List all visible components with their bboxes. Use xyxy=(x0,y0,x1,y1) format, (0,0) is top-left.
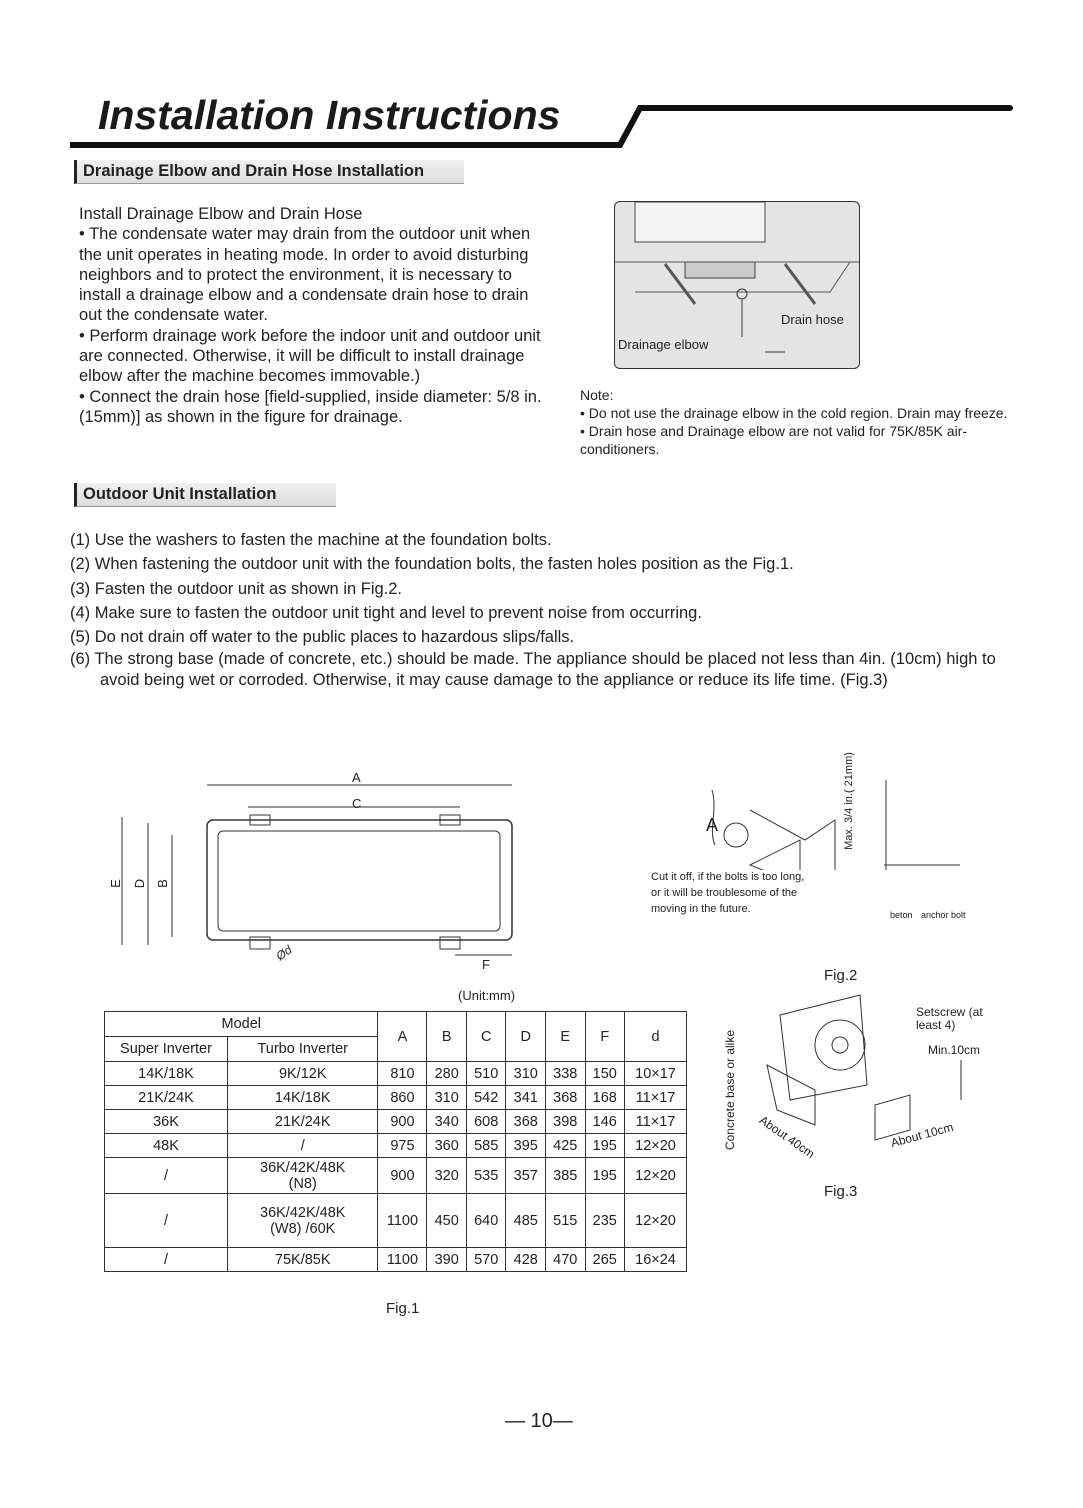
fig2-drawing xyxy=(690,770,980,870)
table-cell: 12×20 xyxy=(625,1194,687,1248)
table-cell: 36K/42K/48K (W8) /60K xyxy=(228,1194,378,1248)
table-cell: 860 xyxy=(378,1086,427,1110)
header-model: Model xyxy=(105,1012,378,1037)
table-cell: 36K xyxy=(105,1110,228,1134)
drainage-bullet: • Connect the drain hose [field-supplied, inside diameter: 5/8 in. (15mm)] as shown in the figure for drainage. xyxy=(79,387,542,426)
table-cell: 385 xyxy=(545,1158,585,1194)
table-cell: 608 xyxy=(466,1110,506,1134)
table-cell: 150 xyxy=(585,1062,625,1086)
header-col: C xyxy=(466,1012,506,1062)
table-cell: 338 xyxy=(545,1062,585,1086)
table-cell: 146 xyxy=(585,1110,625,1134)
table-cell: 21K/24K xyxy=(228,1110,378,1134)
fig3-about10-label: About 10cm xyxy=(889,1119,955,1151)
table-cell: 16×24 xyxy=(625,1248,687,1272)
table-cell: 195 xyxy=(585,1134,625,1158)
note-item: • Do not use the drainage elbow in the cold region. Drain may freeze. xyxy=(580,405,1008,421)
table-row xyxy=(105,1110,687,1134)
table-cell: 1100 xyxy=(378,1194,427,1248)
dim-b-label: B xyxy=(154,879,170,888)
dim-d-hole-label: Ød xyxy=(273,942,295,964)
drainage-bullet: • Perform drainage work before the indoor unit and outdoor unit are connected. Otherwise, it will be difficult to install drainage elbow after the machine becomes immovable.) xyxy=(79,326,541,386)
table-cell: 470 xyxy=(545,1248,585,1272)
table-cell: 425 xyxy=(545,1134,585,1158)
table-cell: 235 xyxy=(585,1194,625,1248)
table-cell: 265 xyxy=(585,1248,625,1272)
table-cell: 428 xyxy=(506,1248,546,1272)
header-super-inverter: Super Inverter xyxy=(105,1037,228,1062)
fig2-caption: Fig.2 xyxy=(824,967,858,984)
table-cell: 368 xyxy=(506,1110,546,1134)
table-cell: 14K/18K xyxy=(105,1062,228,1086)
fig2-anchor-label: anchor bolt xyxy=(921,910,966,920)
table-cell: 900 xyxy=(378,1110,427,1134)
table-cell: 975 xyxy=(378,1134,427,1158)
table-cell: 341 xyxy=(506,1086,546,1110)
note-item: • Drain hose and Drainage elbow are not valid for 75K/85K air-conditioners. xyxy=(580,423,968,457)
table-row xyxy=(105,1062,687,1086)
table-cell: 21K/24K xyxy=(105,1086,228,1110)
table-cell: 398 xyxy=(545,1110,585,1134)
drainage-note xyxy=(580,386,1010,458)
table-cell: 310 xyxy=(427,1086,467,1110)
table-cell: 357 xyxy=(506,1158,546,1194)
table-cell: 48K xyxy=(105,1134,228,1158)
fig2-label-a: A xyxy=(706,815,719,835)
table-cell: 900 xyxy=(378,1158,427,1194)
unit-label: (Unit:mm) xyxy=(458,988,516,1003)
table-cell: 168 xyxy=(585,1086,625,1110)
table-cell: 12×20 xyxy=(625,1134,687,1158)
fig3-setscrew-label: Setscrew (at least 4) xyxy=(916,1005,983,1032)
table-cell: 310 xyxy=(506,1062,546,1086)
table-cell: / xyxy=(105,1158,228,1194)
fig2-max-label: Max. 3/4 in.( 21mm) xyxy=(842,752,855,850)
page-title: Installation Instructions xyxy=(98,92,561,138)
table-cell: 390 xyxy=(427,1248,467,1272)
table-cell: 570 xyxy=(466,1248,506,1272)
table-cell: / xyxy=(105,1194,228,1248)
table-cell: 535 xyxy=(466,1158,506,1194)
header-turbo-inverter: Turbo Inverter xyxy=(228,1037,378,1062)
dim-c-label: C xyxy=(352,796,362,811)
fig3-base-label: Concrete base or alike xyxy=(723,1029,738,1151)
table-cell: 9K/12K xyxy=(228,1062,378,1086)
drainage-text xyxy=(79,204,549,427)
table-cell: 14K/18K xyxy=(228,1086,378,1110)
table-cell: 640 xyxy=(466,1194,506,1248)
dim-d-label: D xyxy=(132,878,148,889)
table-cell: 280 xyxy=(427,1062,467,1086)
table-cell: 450 xyxy=(427,1194,467,1248)
table-cell: 510 xyxy=(466,1062,506,1086)
table-cell: 360 xyxy=(427,1134,467,1158)
table-cell: 11×17 xyxy=(625,1110,687,1134)
fig3-caption: Fig.3 xyxy=(824,1183,858,1200)
dim-e-label: E xyxy=(107,879,123,888)
instruction-item: (5) Do not drain off water to the public places to hazardous slips/falls. xyxy=(70,628,575,647)
header-col: D xyxy=(506,1012,546,1062)
header-col: d xyxy=(625,1012,687,1062)
table-cell: / xyxy=(228,1134,378,1158)
dim-f-label: F xyxy=(482,957,490,972)
table-row xyxy=(105,1158,687,1194)
dimension-table xyxy=(104,1011,687,1272)
fig2-beton-label: beton xyxy=(890,910,913,920)
drainage-elbow-label: Drainage elbow xyxy=(618,337,709,352)
drainage-figure xyxy=(614,201,860,369)
fig1-drawing xyxy=(100,765,530,975)
instruction-item: (4) Make sure to fasten the outdoor unit tight and level to prevent noise from occurring. xyxy=(70,603,702,622)
table-cell: 395 xyxy=(506,1134,546,1158)
title-rule xyxy=(70,100,1015,150)
note-title: Note: xyxy=(580,387,614,403)
table-cell: 75K/85K xyxy=(228,1248,378,1272)
table-cell: 10×17 xyxy=(625,1062,687,1086)
page-number: — 10— xyxy=(505,1410,573,1432)
instruction-item: (2) When fastening the outdoor unit with the foundation bolts, the fasten holes position as the Fig.1. xyxy=(70,555,794,574)
table-cell: 1100 xyxy=(378,1248,427,1272)
table-row xyxy=(105,1248,687,1272)
header-col: A xyxy=(378,1012,427,1062)
outdoor-section-heading: Outdoor Unit Installation xyxy=(74,483,336,507)
instruction-item: (3) Fasten the outdoor unit as shown in Fig.2. xyxy=(70,579,403,598)
table-cell: 585 xyxy=(466,1134,506,1158)
drainage-section-heading: Drainage Elbow and Drain Hose Installation xyxy=(74,160,464,184)
drainage-intro: Install Drainage Elbow and Drain Hose xyxy=(79,205,363,223)
dim-a-label: A xyxy=(352,770,361,785)
table-cell: 368 xyxy=(545,1086,585,1110)
outdoor-instructions xyxy=(70,528,1030,691)
table-cell: 12×20 xyxy=(625,1158,687,1194)
table-cell: 485 xyxy=(506,1194,546,1248)
header-col: E xyxy=(545,1012,585,1062)
table-cell: 515 xyxy=(545,1194,585,1248)
drain-hose-label: Drain hose xyxy=(781,312,844,327)
table-cell: 810 xyxy=(378,1062,427,1086)
table-row xyxy=(105,1134,687,1158)
table-cell: 195 xyxy=(585,1158,625,1194)
fig3-min-label: Min.10cm xyxy=(928,1043,981,1057)
header-col: B xyxy=(427,1012,467,1062)
instruction-item: (6) The strong base (made of concrete, etc.) should be made. The appliance should be placed not less than 4in. (10cm) high to avoid being wet or corroded. Otherwise, it may cause damage to the appliance or reduce its life time. (Fig.3) xyxy=(70,650,996,690)
table-cell: 340 xyxy=(427,1110,467,1134)
fig2-cut-note: Cut it off, if the bolts is too long, or it will be troublesome of the moving in the future. xyxy=(651,871,805,915)
table-cell: 542 xyxy=(466,1086,506,1110)
fig3-about40-label: About 40cm xyxy=(756,1112,818,1162)
header-col: F xyxy=(585,1012,625,1062)
table-row xyxy=(105,1194,687,1248)
table-cell: 11×17 xyxy=(625,1086,687,1110)
fig1-caption: Fig.1 xyxy=(386,1300,420,1317)
table-cell: / xyxy=(105,1248,228,1272)
drainage-bullet: • The condensate water may drain from the outdoor unit when the unit operates in heating mode. In order to avoid disturbing neighbors and to protect the environment, it is necessary to install a drainage elbow and a condensate drain hose to drain out the condensate water. xyxy=(79,225,531,325)
table-cell: 320 xyxy=(427,1158,467,1194)
instruction-item: (1) Use the washers to fasten the machine at the foundation bolts. xyxy=(70,531,552,549)
table-cell: 36K/42K/48K (N8) xyxy=(228,1158,378,1194)
table-row xyxy=(105,1086,687,1110)
